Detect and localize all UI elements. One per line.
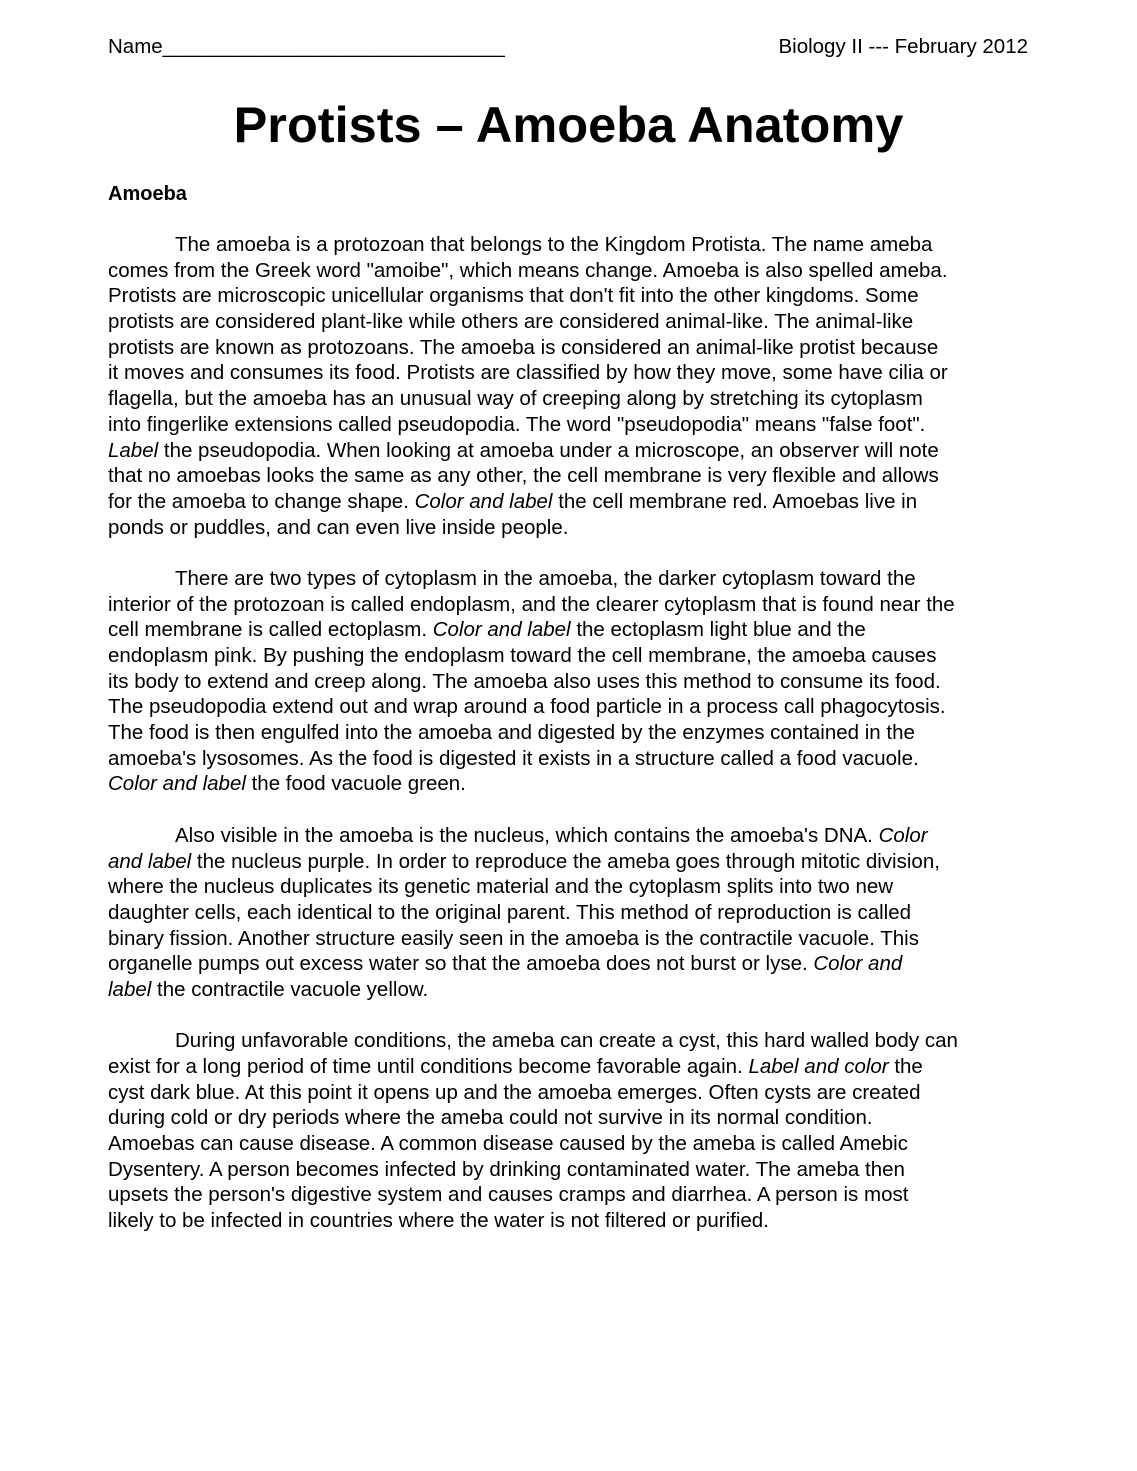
text-run: cell membrane is called ectoplasm. — [108, 618, 433, 642]
text-run: its body to extend and creep along. The amoeba also uses this method to consume its food. — [108, 669, 941, 693]
paragraph-line — [108, 309, 1048, 335]
text-run: cyst dark blue. At this point it opens up and the amoeba emerges. Often cysts are created — [108, 1080, 921, 1104]
paragraph-line — [108, 515, 1048, 541]
text-run: that no amoebas looks the same as any other, the cell membrane is very flexible and allows — [108, 464, 939, 488]
paragraph-line — [108, 232, 1048, 258]
paragraph-gap — [108, 1003, 1048, 1029]
paragraph — [108, 566, 1048, 797]
text-run: during cold or dry periods where the ameba could not survive in its normal condition. — [108, 1106, 873, 1130]
paragraph-line — [108, 489, 1048, 515]
text-run: the ectoplasm light blue and the — [570, 618, 866, 642]
paragraph — [108, 1028, 1048, 1234]
instruction-text: Label — [108, 438, 159, 462]
text-run: Amoebas can cause disease. A common disease caused by the ameba is called Amebic — [108, 1132, 908, 1156]
text-run: protists are known as protozoans. The amoeba is considered an animal-like protist because — [108, 335, 939, 359]
section-heading: Amoeba — [108, 183, 187, 205]
paragraph-line — [108, 746, 1048, 772]
paragraph-line — [108, 360, 1048, 386]
text-run: where the nucleus duplicates its genetic material and the cytoplasm splits into two new — [108, 875, 894, 899]
paragraph-gap — [108, 797, 1048, 823]
text-run: endoplasm pink. By pushing the endoplasm toward the cell membrane, the amoeba causes — [108, 644, 937, 667]
paragraph-line — [108, 617, 1048, 643]
paragraph-line — [108, 1054, 1048, 1080]
paragraph — [108, 232, 1048, 540]
paragraph-line — [108, 283, 1048, 309]
text-run: the — [888, 1055, 923, 1078]
paragraph-line — [108, 926, 1048, 952]
text-run: it moves and consumes its food. Protists are classified by how they move, some have cilia or — [108, 361, 948, 385]
text-run: the nucleus purple. In order to reproduce the ameba goes through mitotic division, — [191, 849, 940, 873]
paragraph-line — [108, 643, 1048, 669]
paragraph — [108, 823, 1048, 1003]
paragraph-line — [108, 694, 1048, 720]
instruction-text: Color — [878, 823, 928, 847]
text-run: daughter cells, each identical to the original parent. This method of reproduction is called — [108, 900, 912, 924]
instruction-text: Color and label — [108, 772, 246, 796]
text-run: flagella, but the amoeba has an unusual way of creeping along by stretching its cytoplasm — [108, 387, 923, 411]
paragraph-line — [108, 1182, 1048, 1208]
text-run: the pseudopodia. When looking at amoeba under a microscope, an observer will note — [158, 438, 939, 462]
text-run: organelle pumps out excess water so that the amoeba does not burst or lyse. — [108, 952, 814, 976]
text-run: The amoeba is a protozoan that belongs to the Kingdom Protista. The name ameba — [175, 233, 933, 256]
text-run: Dysentery. A person becomes infected by drinking contaminated water. The ameba then — [108, 1157, 905, 1181]
text-run: amoeba's lysosomes. As the food is digested it exists in a structure called a food vacuole. — [108, 746, 919, 770]
text-run: There are two types of cytoplasm in the amoeba, the darker cytoplasm toward the — [175, 566, 916, 590]
text-run: The food is then engulfed into the amoeba and digested by the enzymes contained in the — [108, 721, 915, 745]
paragraph-line — [108, 438, 1048, 464]
paragraph-line — [108, 386, 1048, 412]
paragraph-line — [108, 900, 1048, 926]
instruction-text: label — [108, 977, 152, 1001]
paragraph-line — [108, 874, 1048, 900]
paragraph-line — [108, 977, 1048, 1003]
body-text — [108, 232, 1048, 1234]
paragraph-line — [108, 1028, 1048, 1054]
paragraph-line — [108, 1131, 1048, 1157]
header-row — [108, 33, 1028, 61]
paragraph-gap — [108, 540, 1048, 566]
instruction-text: Color and label — [432, 618, 571, 642]
paragraph-line — [108, 823, 1048, 849]
paragraph-line — [108, 771, 1048, 797]
instruction-text: Color and — [813, 952, 903, 976]
text-run: for the amoeba to change shape. — [108, 489, 415, 513]
text-run: binary fission. Another structure easily seen in the amoeba is the contractile vacuole. This — [108, 926, 919, 950]
paragraph-line — [108, 335, 1048, 361]
text-run: likely to be infected in countries where the water is not filtered or purified. — [108, 1209, 769, 1233]
paragraph-line — [108, 463, 1048, 489]
text-run: interior of the protozoan is called endoplasm, and the clearer cytoplasm that is found near the — [108, 592, 955, 616]
text-run: the contractile vacuole yellow. — [151, 977, 429, 1001]
paragraph-line — [108, 258, 1048, 284]
page-title: Protists – Amoeba Anatomy — [233, 96, 904, 153]
text-run: ponds or puddles, and can even live inside people. — [108, 515, 569, 539]
paragraph-line — [108, 592, 1048, 618]
paragraph-line — [108, 849, 1048, 875]
paragraph-line — [108, 1208, 1048, 1234]
name-field: Name______________________________ — [108, 35, 505, 58]
paragraph-line — [108, 566, 1048, 592]
text-run: upsets the person's digestive system and causes cramps and diarrhea. A person is most — [108, 1183, 909, 1207]
instruction-text: Label and color — [748, 1055, 889, 1078]
paragraph-line — [108, 412, 1048, 438]
paragraph-line — [108, 1157, 1048, 1183]
paragraph-line — [108, 1105, 1048, 1131]
text-run: comes from the Greek word "amoibe", which means change. Amoeba is also spelled ameba. — [108, 258, 948, 282]
paragraph-line — [108, 951, 1048, 977]
text-run: exist for a long period of time until conditions become favorable again. — [108, 1055, 749, 1078]
course-date: Biology II --- February 2012 — [778, 35, 1028, 58]
paragraph-line — [108, 720, 1048, 746]
instruction-text: and label — [108, 849, 192, 873]
paragraph-line — [108, 669, 1048, 695]
instruction-text: Color and label — [414, 489, 553, 513]
paragraph-line — [108, 1080, 1048, 1106]
text-run: into fingerlike extensions called pseudopodia. The word "pseudopodia" means "false foot". — [108, 412, 926, 436]
text-run: Protists are microscopic unicellular organisms that don't fit into the other kingdoms. Some — [108, 284, 919, 308]
text-run: the food vacuole green. — [245, 772, 466, 796]
text-run: the cell membrane red. Amoebas live in — [552, 489, 918, 513]
text-run: The pseudopodia extend out and wrap around a food particle in a process call phagocytosis. — [108, 695, 946, 719]
text-run: Also visible in the amoeba is the nucleus, which contains the amoeba's DNA. — [175, 823, 879, 847]
text-run: During unfavorable conditions, the ameba can create a cyst, this hard walled body can — [175, 1029, 958, 1053]
text-run: protists are considered plant-like while others are considered animal-like. The animal-like — [108, 310, 914, 334]
